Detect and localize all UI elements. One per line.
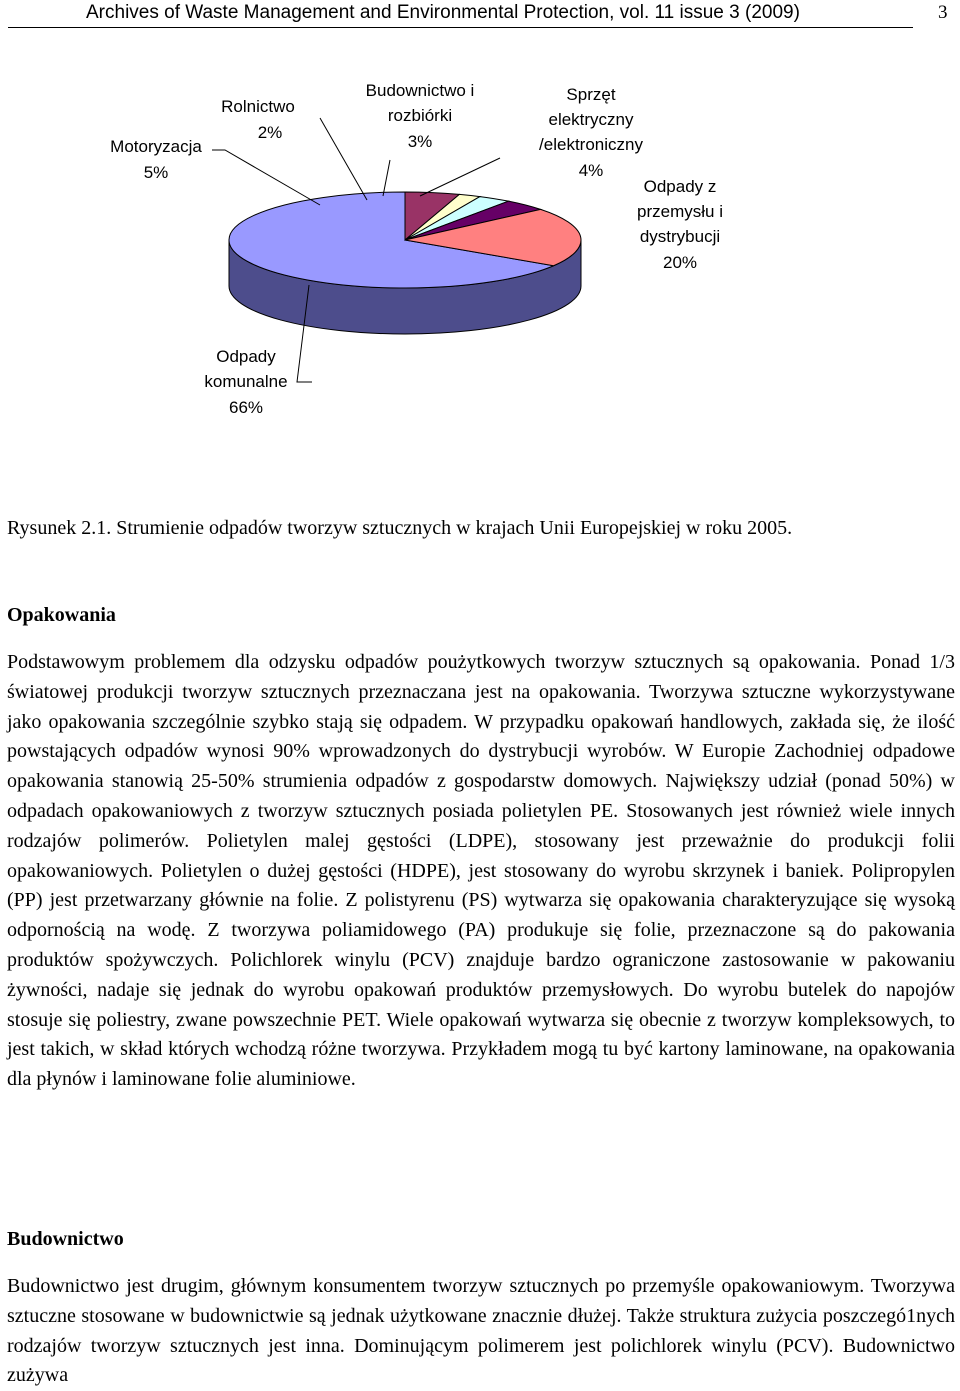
leader-line-sprzet xyxy=(420,158,500,196)
label-rolnictwo: Rolnictwo 2% xyxy=(221,97,295,142)
section-heading-budownictwo: Budownictwo xyxy=(7,1228,124,1250)
pie-slices xyxy=(229,192,581,288)
label-sprzet: Sprzęt elektryczny /elektroniczny 4% xyxy=(539,85,643,180)
figure-caption: Rysunek 2.1. Strumienie odpadów tworzyw sztucznych w krajach Unii Europejskiej w roku 2005. xyxy=(7,517,793,539)
label-komunalne: Odpady komunalne 66% xyxy=(204,347,288,417)
leader-line-budownictwo xyxy=(383,160,390,196)
label-budownictwo: Budownictwo i rozbiórki 3% xyxy=(365,81,475,151)
section-paragraph-budownictwo: Budownictwo jest drugim, głównym konsumentem tworzyw sztucznych po przemyśle opakowaniowym. Tworzywa sztuczne stosowane w budownictwie są jednak użytkowane znacznie dłużej. Także struktura zużycia poszczegó1nych rodzajów tworzyw sztucznych jest inna. Dominującym polimerem jest polichlorek winylu (PCV). Budownictwo zużywa xyxy=(7,1275,955,1387)
section-paragraph-opakowania: Podstawowym problemem dla odzysku odpadów poużytkowych tworzyw sztucznych są opakowania. Ponad 1/3 światowej produkcji tworzyw sztucznych przeznaczana jest na opakowania. Tworzywa sztuczne wykorzystywane jako opakowania szczególnie szybko stają się odpadem. W przypadku opakowań handlowych, zakłada się, że ilość powstających odpadów wynosi 90% wprowadzonych do dystrybucji wyrobów. W Europie Zachodniej odpadowe opakowania stanowią 25-50% strumienia odpadów z gospodarstw domowych. Największy udział (ponad 50%) w odpadach opakowaniowych z tworzyw sztucznych posiada polietylen PE. Stosowanych jest również wiele innych rodzajów polimerów. Polietylen malej gęstości (LDPE), stosowany jest przeważnie do produkcji folii opakowaniowych. Polietylen o dużej gęstości (HDPE), jest stosowany do wyrobu skrzynek i baniek. Polipropylen (PP) jest przetwarzany głównie na folie. Z polistyrenu (PS) wytwarza się opakowania charakteryzujące się wysoką odpornością na wodę. Z tworzywa poliamidowego (PA) produkuje się folie, przeznaczone są do pakowania produktów spożywczych. Polichlorek winylu (PCV) znajduje bardzo ograniczone zastosowanie w pakowaniu żywności, nadaje się jednak do wyrobu opakowań produktów przemysłowych. Do wyrobu butelek do napojów stosuje się poliestry, zwane powszechnie PET. Wiele opakowań wytwarza się obecnie z tworzyw kompleksowych, to jest takich, w skład których wchodzą różne tworzywa. Przykładem mogą tu być kartony laminowane, na opakowania dla płynów i laminowane folie aluminiowe. xyxy=(7,651,955,1091)
page-number: 3 xyxy=(938,2,948,23)
section-heading-opakowania: Opakowania xyxy=(7,604,116,626)
leader-line-motoryzacja xyxy=(212,150,320,205)
pie-chart-svg xyxy=(0,40,960,500)
leader-line-rolnictwo xyxy=(320,118,367,200)
pie-chart xyxy=(0,40,960,500)
journal-title: Archives of Waste Management and Environmental Protection, vol. 11 issue 3 (2009) xyxy=(86,2,800,23)
label-przemysl: Odpady z przemysłu i dystrybucji 20% xyxy=(637,177,723,272)
running-header xyxy=(0,0,960,30)
header-rule xyxy=(8,27,913,28)
label-motoryzacja: Motoryzacja 5% xyxy=(110,137,202,182)
